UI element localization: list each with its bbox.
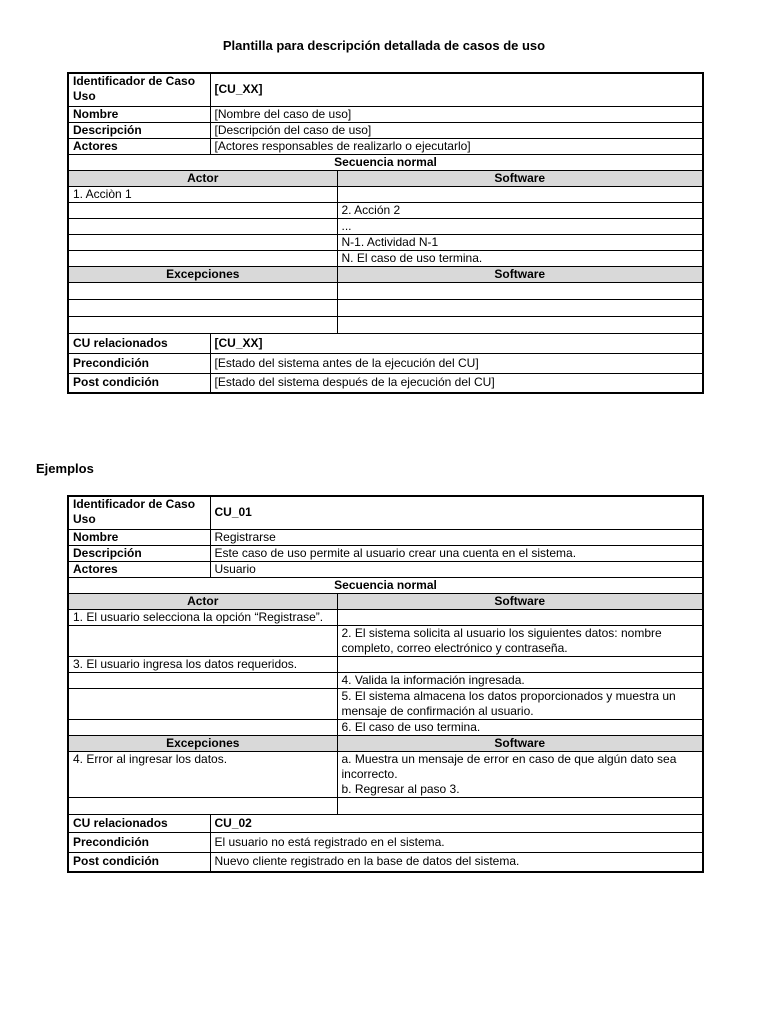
exception-actor (68, 282, 337, 299)
label-post: Post condición (68, 852, 210, 872)
example-actors: Usuario (210, 561, 703, 577)
step-actor (68, 202, 337, 218)
seq-header: Secuencia normal (68, 154, 703, 170)
template-related: [CU_XX] (210, 333, 703, 353)
step-software: 2. El sistema solicita al usuario los siguientes datos: nombre completo, correo electrónico y contraseña. (337, 625, 703, 656)
exception-software (337, 282, 703, 299)
step-actor (68, 688, 337, 719)
step-software: 2. Acción 2 (337, 202, 703, 218)
step-actor (68, 218, 337, 234)
exception-row (68, 316, 703, 333)
template-name: [Nombre del caso de uso] (210, 106, 703, 122)
label-post: Post condición (68, 373, 210, 393)
step-row (68, 234, 703, 250)
label-desc: Descripción (68, 122, 210, 138)
label-name: Nombre (68, 106, 210, 122)
step-software: N-1. Actividad N-1 (337, 234, 703, 250)
template-table (67, 72, 704, 394)
exception-software (337, 316, 703, 333)
template-post: [Estado del sistema después de la ejecución del CU] (210, 373, 703, 393)
exception-actor (68, 797, 337, 814)
exception-software (337, 299, 703, 316)
label-actors: Actores (68, 561, 210, 577)
exceptions-software-header: Software (337, 735, 703, 751)
examples-heading: Ejemplos (36, 461, 94, 476)
step-actor (68, 719, 337, 735)
label-id: Identificador de Caso Uso (68, 496, 210, 529)
step-row (68, 609, 703, 625)
exception-software (337, 797, 703, 814)
step-actor (68, 672, 337, 688)
step-software (337, 186, 703, 202)
label-related: CU relacionados (68, 814, 210, 832)
actor-header: Actor (68, 170, 337, 186)
exception-actor (68, 316, 337, 333)
step-software: 4. Valida la información ingresada. (337, 672, 703, 688)
step-actor (68, 234, 337, 250)
exception-actor: 4. Error al ingresar los datos. (68, 751, 337, 797)
step-row (68, 656, 703, 672)
step-software: ... (337, 218, 703, 234)
document-title: Plantilla para descripción detallada de casos de uso (222, 38, 546, 53)
template-actors: [Actores responsables de realizarlo o ejecutarlo] (210, 138, 703, 154)
template-pre: [Estado del sistema antes de la ejecución del CU] (210, 353, 703, 373)
step-software: 5. El sistema almacena los datos proporcionados y muestra un mensaje de confirmación al usuario. (337, 688, 703, 719)
template-desc: [Descripción del caso de uso] (210, 122, 703, 138)
step-row (68, 719, 703, 735)
step-row (68, 625, 703, 656)
step-actor (68, 250, 337, 266)
label-name: Nombre (68, 529, 210, 545)
step-row (68, 186, 703, 202)
step-row (68, 202, 703, 218)
exception-software-line: b. Regresar al paso 3. (341, 781, 460, 796)
actor-header: Actor (68, 593, 337, 609)
exceptions-header: Excepciones (68, 266, 337, 282)
software-header: Software (337, 170, 703, 186)
example-name: Registrarse (210, 529, 703, 545)
label-desc: Descripción (68, 545, 210, 561)
step-actor: 1. Acciòn 1 (68, 186, 337, 202)
example-id: CU_01 (210, 496, 703, 529)
step-software: N. El caso de uso termina. (337, 250, 703, 266)
software-header: Software (337, 593, 703, 609)
step-software (337, 609, 703, 625)
exception-software-line: a. Muestra un mensaje de error en caso de que algún dato sea incorrecto. (341, 751, 677, 781)
example-related: CU_02 (210, 814, 703, 832)
step-software (337, 656, 703, 672)
step-software: 6. El caso de uso termina. (337, 719, 703, 735)
example-post: Nuevo cliente registrado en la base de datos del sistema. (210, 852, 703, 872)
example-pre: El usuario no está registrado en el sistema. (210, 832, 703, 852)
exception-actor (68, 299, 337, 316)
step-row (68, 250, 703, 266)
step-row (68, 218, 703, 234)
example-table (67, 495, 704, 873)
step-actor: 1. El usuario selecciona la opción “Registrase”. (68, 609, 337, 625)
label-related: CU relacionados (68, 333, 210, 353)
exceptions-header: Excepciones (68, 735, 337, 751)
label-id: Identificador de Caso Uso (68, 73, 210, 106)
label-pre: Precondición (68, 353, 210, 373)
label-actors: Actores (68, 138, 210, 154)
exception-row (68, 751, 703, 797)
label-pre: Precondición (68, 832, 210, 852)
exception-row (68, 282, 703, 299)
example-desc: Este caso de uso permite al usuario crear una cuenta en el sistema. (210, 545, 703, 561)
step-actor (68, 625, 337, 656)
step-row (68, 688, 703, 719)
step-row (68, 672, 703, 688)
exception-row (68, 299, 703, 316)
exceptions-software-header: Software (337, 266, 703, 282)
seq-header: Secuencia normal (68, 577, 703, 593)
exception-row (68, 797, 703, 814)
step-actor: 3. El usuario ingresa los datos requeridos. (68, 656, 337, 672)
exception-software (337, 751, 703, 797)
template-id: [CU_XX] (210, 73, 703, 106)
